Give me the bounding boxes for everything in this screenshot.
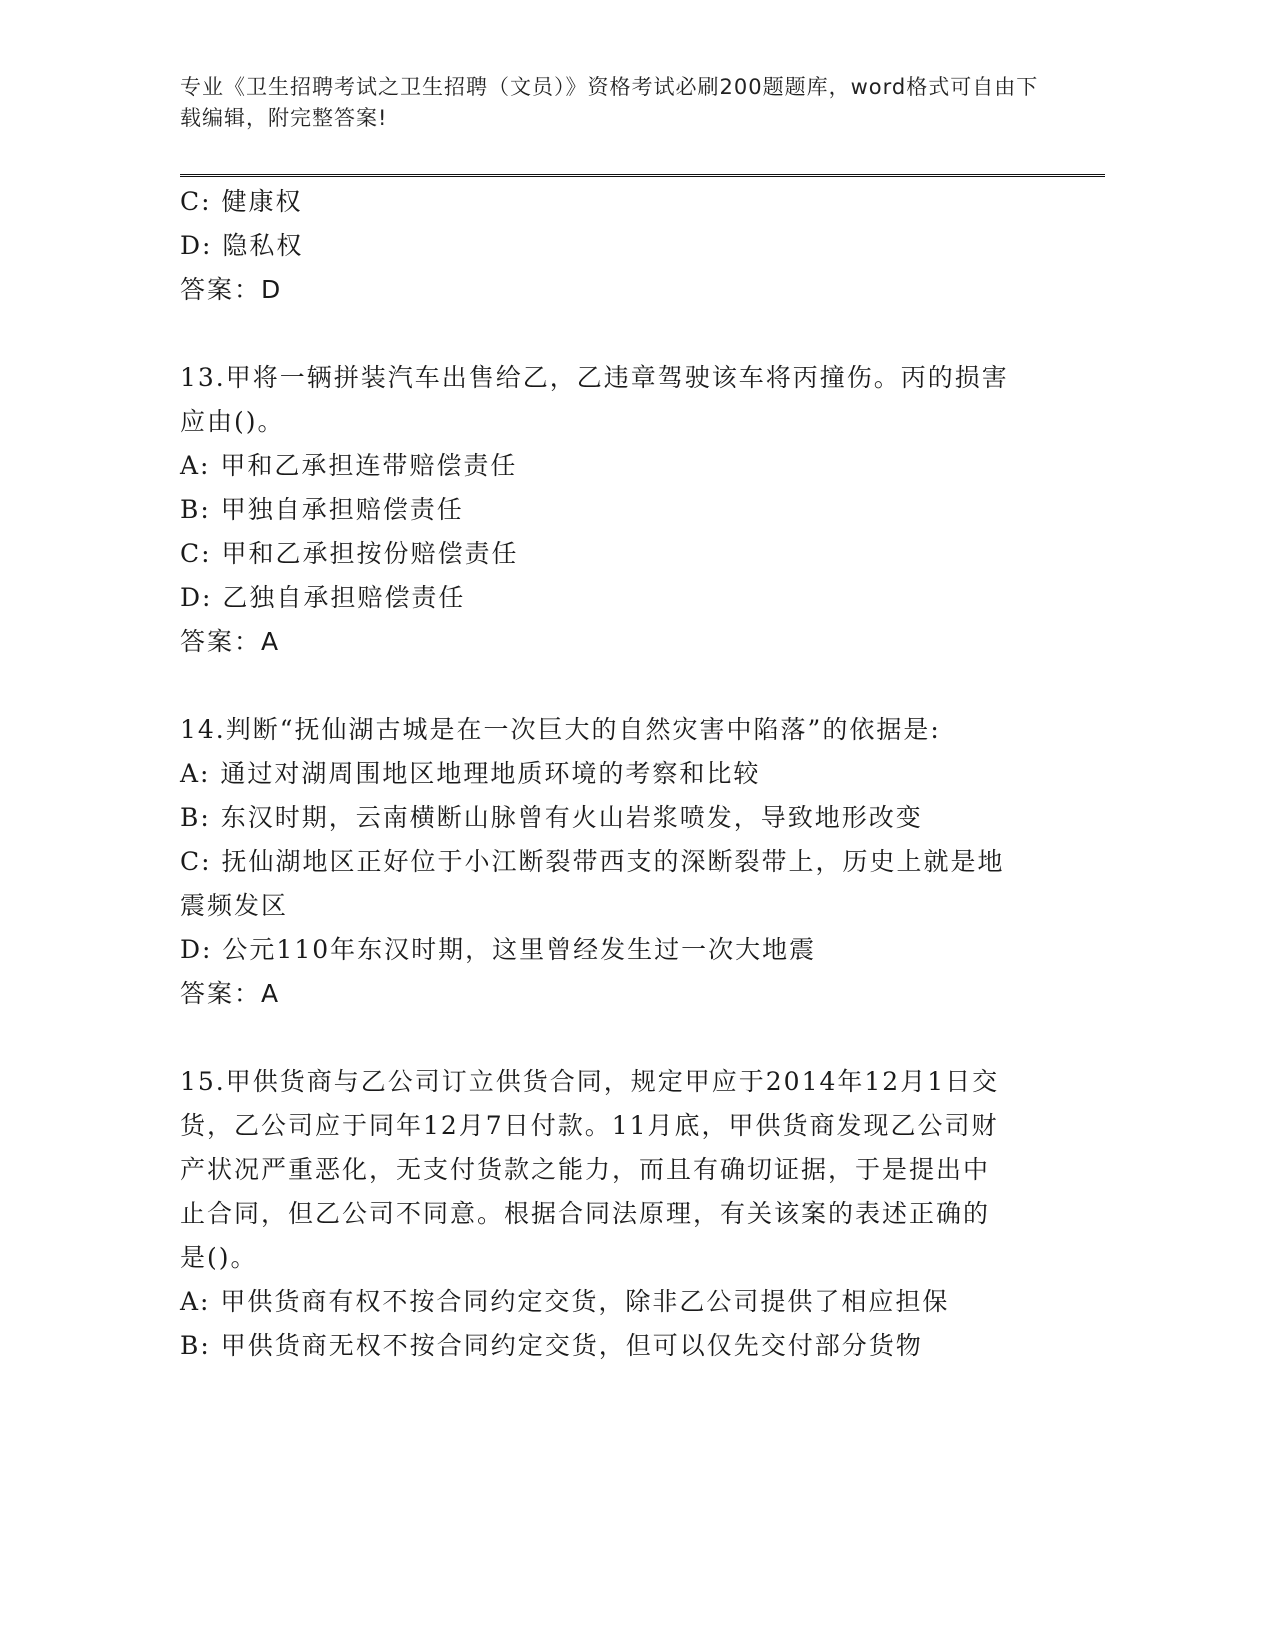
question-block-15 bbox=[180, 1060, 1040, 1368]
document-header-title: 专业《卫生招聘考试之卫生招聘（文员）》资格考试必刷200题题库，word格式可自由下载编辑，附完整答案! bbox=[180, 75, 1039, 130]
option-a: A: 甲供货商有权不按合同约定交货，除非乙公司提供了相应担保 bbox=[180, 1287, 950, 1316]
option-c-continued: 震频发区 bbox=[180, 891, 289, 920]
option-d: D: 公元110年东汉时期，这里曾经发生过一次大地震 bbox=[180, 935, 817, 964]
question-block-13 bbox=[180, 356, 1040, 664]
question-stem-line: 应由()。 bbox=[180, 407, 285, 436]
option-b: B: 甲独自承担赔偿责任 bbox=[180, 495, 464, 524]
question-stem-line: 15.甲供货商与乙公司订立供货合同，规定甲应于2014年12月1日交 bbox=[180, 1067, 1000, 1096]
question-stem-line: 货，乙公司应于同年12月7日付款。11月底，甲供货商发现乙公司财 bbox=[180, 1111, 999, 1140]
option-b: B: 东汉时期，云南横断山脉曾有火山岩浆喷发，导致地形改变 bbox=[180, 803, 923, 832]
question-stem-line: 产状况严重恶化，无支付货款之能力，而且有确切证据，于是提出中 bbox=[180, 1155, 991, 1184]
spacer bbox=[180, 1016, 1040, 1060]
question-content bbox=[180, 180, 1040, 1368]
answer-line: 答案：A bbox=[180, 627, 281, 656]
option-c: C: 健康权 bbox=[180, 187, 303, 216]
question-stem-line: 止合同，但乙公司不同意。根据合同法原理，有关该案的表述正确的 bbox=[180, 1199, 991, 1228]
option-d: D: 隐私权 bbox=[180, 231, 304, 260]
option-a: A: 甲和乙承担连带赔偿责任 bbox=[180, 451, 518, 480]
header-double-rule bbox=[180, 174, 1105, 177]
option-b: B: 甲供货商无权不按合同约定交货，但可以仅先交付部分货物 bbox=[180, 1331, 923, 1360]
question-stem-line: 14.判断“抚仙湖古城是在一次巨大的自然灾害中陷落”的依据是: bbox=[180, 715, 941, 744]
spacer bbox=[180, 312, 1040, 356]
option-a: A: 通过对湖周围地区地理地质环境的考察和比较 bbox=[180, 759, 761, 788]
answer-line: 答案：A bbox=[180, 979, 281, 1008]
question-stem-line: 是()。 bbox=[180, 1243, 258, 1272]
option-c: C: 抚仙湖地区正好位于小江断裂带西支的深断裂带上，历史上就是地 bbox=[180, 847, 1005, 876]
option-d: D: 乙独自承担赔偿责任 bbox=[180, 583, 466, 612]
answer-line: 答案：D bbox=[180, 275, 283, 304]
question-stem-line: 13.甲将一辆拼装汽车出售给乙，乙违章驾驶该车将丙撞伤。丙的损害 bbox=[180, 363, 1009, 392]
spacer bbox=[180, 664, 1040, 708]
question-block-14 bbox=[180, 708, 1040, 1016]
option-c: C: 甲和乙承担按份赔偿责任 bbox=[180, 539, 519, 568]
